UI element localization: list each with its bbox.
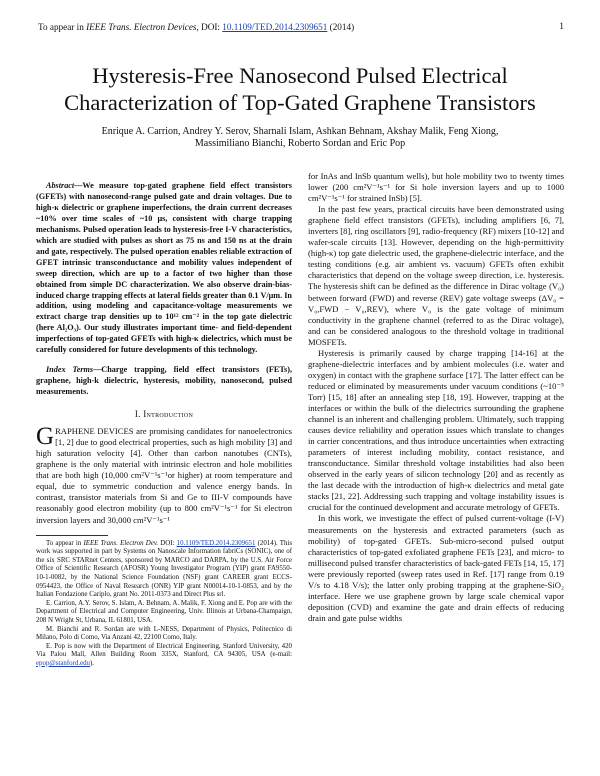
intro-paragraph-text: RAPHENE DEVICES are promising candidates for nanoelectronics [1, 2] due to good electrical properties, such as high mobility [3] and high saturation velocity [4]. Other than carbon nanotubes (CNTs), graphene is the only material with intrinsic electron and hole mobilities that are both high (10,000 cm²V⁻¹s⁻¹or higher) at room temperature and equal, due to symmetric conduction and valence energy bands. In contrast, transistor materials from Si and Ge to III-V compounds have reasonably good electron mobility (up to 800 cm²V⁻¹s⁻¹ for Si electron inversion layers and 30,000 cm²V⁻¹s⁻¹	[36, 426, 292, 525]
title-line-2: Characterization of Top-Gated Graphene Transistors	[64, 90, 536, 115]
section-heading-introduction: I. Introduction	[134, 409, 194, 420]
header-journal: IEEE Trans. Electron Devices	[86, 22, 197, 32]
index-terms-text: —Charge trapping, field effect transistors (FETs), graphene, high-k dielectric, hysteresis, mobility, nanosecond, pulsed measurements.	[36, 365, 293, 397]
header-doi-label: , DOI:	[196, 22, 223, 32]
body-paragraph-1: In the past few years, practical circuits have been demonstrated using graphene field effect transistors (GFETs), including amplifiers [6, 7], inverters [8], ring oscillators [9], radio-frequency (RF) mixers [10-12] and wafer-scale circuits [13]. However, depending on the high-permittivity (high-κ) top gate dielectric used, the graphene-dielectric interface, and the testing conditions (e.g. air ambient vs. vacuum) GFETs often exhibit characteristics that depend on the voltage sweep direction, i.e. hysteresis. The hysteresis shift can be defined as the difference in Dirac voltage (V₀) between forward (FWD) and reverse (REV) gate voltage sweeps (ΔV₀ = V₀,FWD − V₀,REV), where V₀ is the gate voltage of minimum conductivity in the graphene channel (referred to as the Dirac voltage), and can be considered analogous to the threshold voltage in traditional MOSFETs.	[308, 204, 564, 347]
header-year: (2014)	[327, 22, 355, 32]
title-line-1: Hysteresis-Free Nanosecond Pulsed Electrical	[92, 63, 508, 88]
abstract-label: Abstract	[46, 181, 75, 190]
fn1-doi-link[interactable]: 10.1109/TED.2014.2309651	[176, 539, 256, 547]
authors-line-2: Massimiliano Bianchi, Roberto Sordan and Eric Pop	[194, 138, 406, 149]
fn1-prefix: To appear in	[46, 539, 84, 547]
paper-title	[20, 62, 580, 116]
author-email-link[interactable]: epop@stanford.edu	[36, 659, 90, 667]
fn1-doi-label: DOI:	[158, 539, 177, 547]
header-prefix: To appear in	[38, 22, 87, 32]
authors-line-1: Enrique A. Carrion, Andrey Y. Serov, Sharnali Islam, Ashkan Behnam, Akshay Malik, Feng Xiong,	[101, 126, 499, 137]
footnote-funding	[36, 540, 292, 600]
index-terms-label: Index Terms	[46, 365, 94, 375]
running-header	[38, 22, 568, 32]
body-paragraph-0: for InAs and InSb quantum wells), but hole mobility two to twenty times lower (200 cm²V⁻¹s⁻¹ for Si hole inversion layers and up to 1000 cm²V⁻¹s⁻¹ for strained InSb) [5].	[308, 171, 564, 204]
author-list	[60, 126, 540, 150]
drop-cap: G	[36, 423, 55, 451]
fn1-text: (2014). This work was supported in part by Systems on Nanoscale Information fabriCs (SONIC), one of the six SRC STARnet Centers, sponsored by MARCO and DARPA, by the U.S. Air Force Office of Scientific Research (AFOSR) Young Investigator Program (YIP) grant FA9550-10-1-0082, by the National Science Foundation (NSF) grant CAREER grant ECCS-0954423, the Office of Naval Research (ONR) YIP grant N00014-10-1-0853, and by the Italian Fondazione Cariplo, grant No. 2011-0373 and Direct Plus srl.	[36, 539, 293, 599]
left-column	[36, 181, 292, 668]
fn4-end: ).	[90, 659, 95, 667]
body-paragraph-3: In this work, we investigate the effect of pulsed current-voltage (I-V) measurements on the hysteresis and extracted parameters (such as mobility) of top-gated GFETs. Sub-micro-second pulsed output characteristics of top-gated exfoliated graphene FETs [23], and micro- to millisecond pulsed transfer characteristics of back-gated FETs [14, 15, 17] were previously reported (sweep rates used in Ref. [17] range from 0.19 V/s to 4.18 V/s); the latter only probing trapping at the graphene-SiO₂ interface. Here we use graphene grown by large scale chemical vapor deposition (CVD) and examine the gate and drain effects of reducing drain and gate pulse widths	[308, 513, 564, 623]
right-column	[308, 171, 564, 624]
page-number: 1	[559, 22, 564, 32]
header-doi-link[interactable]: 10.1109/TED.2014.2309651	[222, 22, 328, 32]
fn4-text: E. Pop is now with the Department of Electrical Engineering, Stanford University, 420 Via Palou Mall, Allen Building Room 335X, Stanford, CA 94305, USA (e-mail:	[36, 642, 292, 659]
footnote-divider	[36, 535, 108, 536]
body-paragraph-2: Hysteresis is primarily caused by charge trapping [14-16] at the graphene-dielectric interfaces and by ambient molecules (i.e. water and oxygen) in contact with the graphene surface [17]. The latter effect can be reduced or eliminated by measurements under vacuum conditions (~10⁻⁵ Torr) [15, 18] after an annealing step [18, 19]. However, trapping at the interfaces or within the bulk of the dielectrics surrounding the graphene channel is an inherent and challenging problem. Ultimately, such trapping causes device reliability and operation issues which translate to changes in carrier concentrations, and thus introduce uncertainties when extracting parameters of interest including mobility, contact resistance, and transconductance. Similar threshold voltage instabilities had also been observed in the early years of silicon technology [20] and as recently as the last decade with the introduction of high-κ dielectrics and metal gate stacks [21, 22]. Addressing such trapping and voltage instability issues is crucial for the continued development and accurate metrology of GFETs.	[308, 347, 564, 513]
abstract-text: —We measure top-gated graphene field effect transistors (GFETs) with nanosecond-range pulsed gate and drain voltages. Due to high-κ dielectric or graphene imperfections, the drain current decreases ~10% over time scales of ~10 μs, consistent with charge trapping mechanisms. Pulsed operation leads to hysteresis-free I-V characteristics, which are studied with pulses as short as 75 ns and 150 ns at the drain and gate, respectively. The pulsed operation enables reliable extraction of GFET intrinsic transconductance and mobility values independent of sweep direction, which are up to a factor of two higher than those obtained from simple DC characterization. We also observe drain-bias-induced charge trapping effects at lateral fields greater than 0.1 V/μm. In addition, using modeling and capacitance-voltage measurements we extract charge trap densities up to 10¹² cm⁻² in the top gate dielectric (here Al₂O₃). Our study illustrates important time- and field-dependent imperfections of top-gated GFETs with high-κ dielectrics, which must be carefully considered for future developments of this technology.	[36, 181, 292, 355]
fn1-journal: IEEE Trans. Electron Dev.	[83, 539, 159, 547]
index-terms	[36, 365, 292, 398]
footnote-affiliation-uiuc: E. Carrion, A.Y. Serov, S. Islam, A. Behnam, A. Malik, F. Xiong and E. Pop are with the Department of Electrical and Computer Engineering, Univ. Illinois at Urbana-Champaign, 208 N Wright St, Urbana, IL 61801, USA.	[36, 599, 292, 624]
footnote-affiliation-milano: M. Bianchi and R. Sordan are with L-NESS, Department of Physics, Politecnico di Milano, Polo di Como, Via Anzani 42, 22100 Como, Italy.	[36, 625, 292, 642]
intro-paragraph	[36, 423, 292, 525]
abstract	[36, 181, 292, 356]
footnote-affiliation-stanford	[36, 643, 292, 669]
